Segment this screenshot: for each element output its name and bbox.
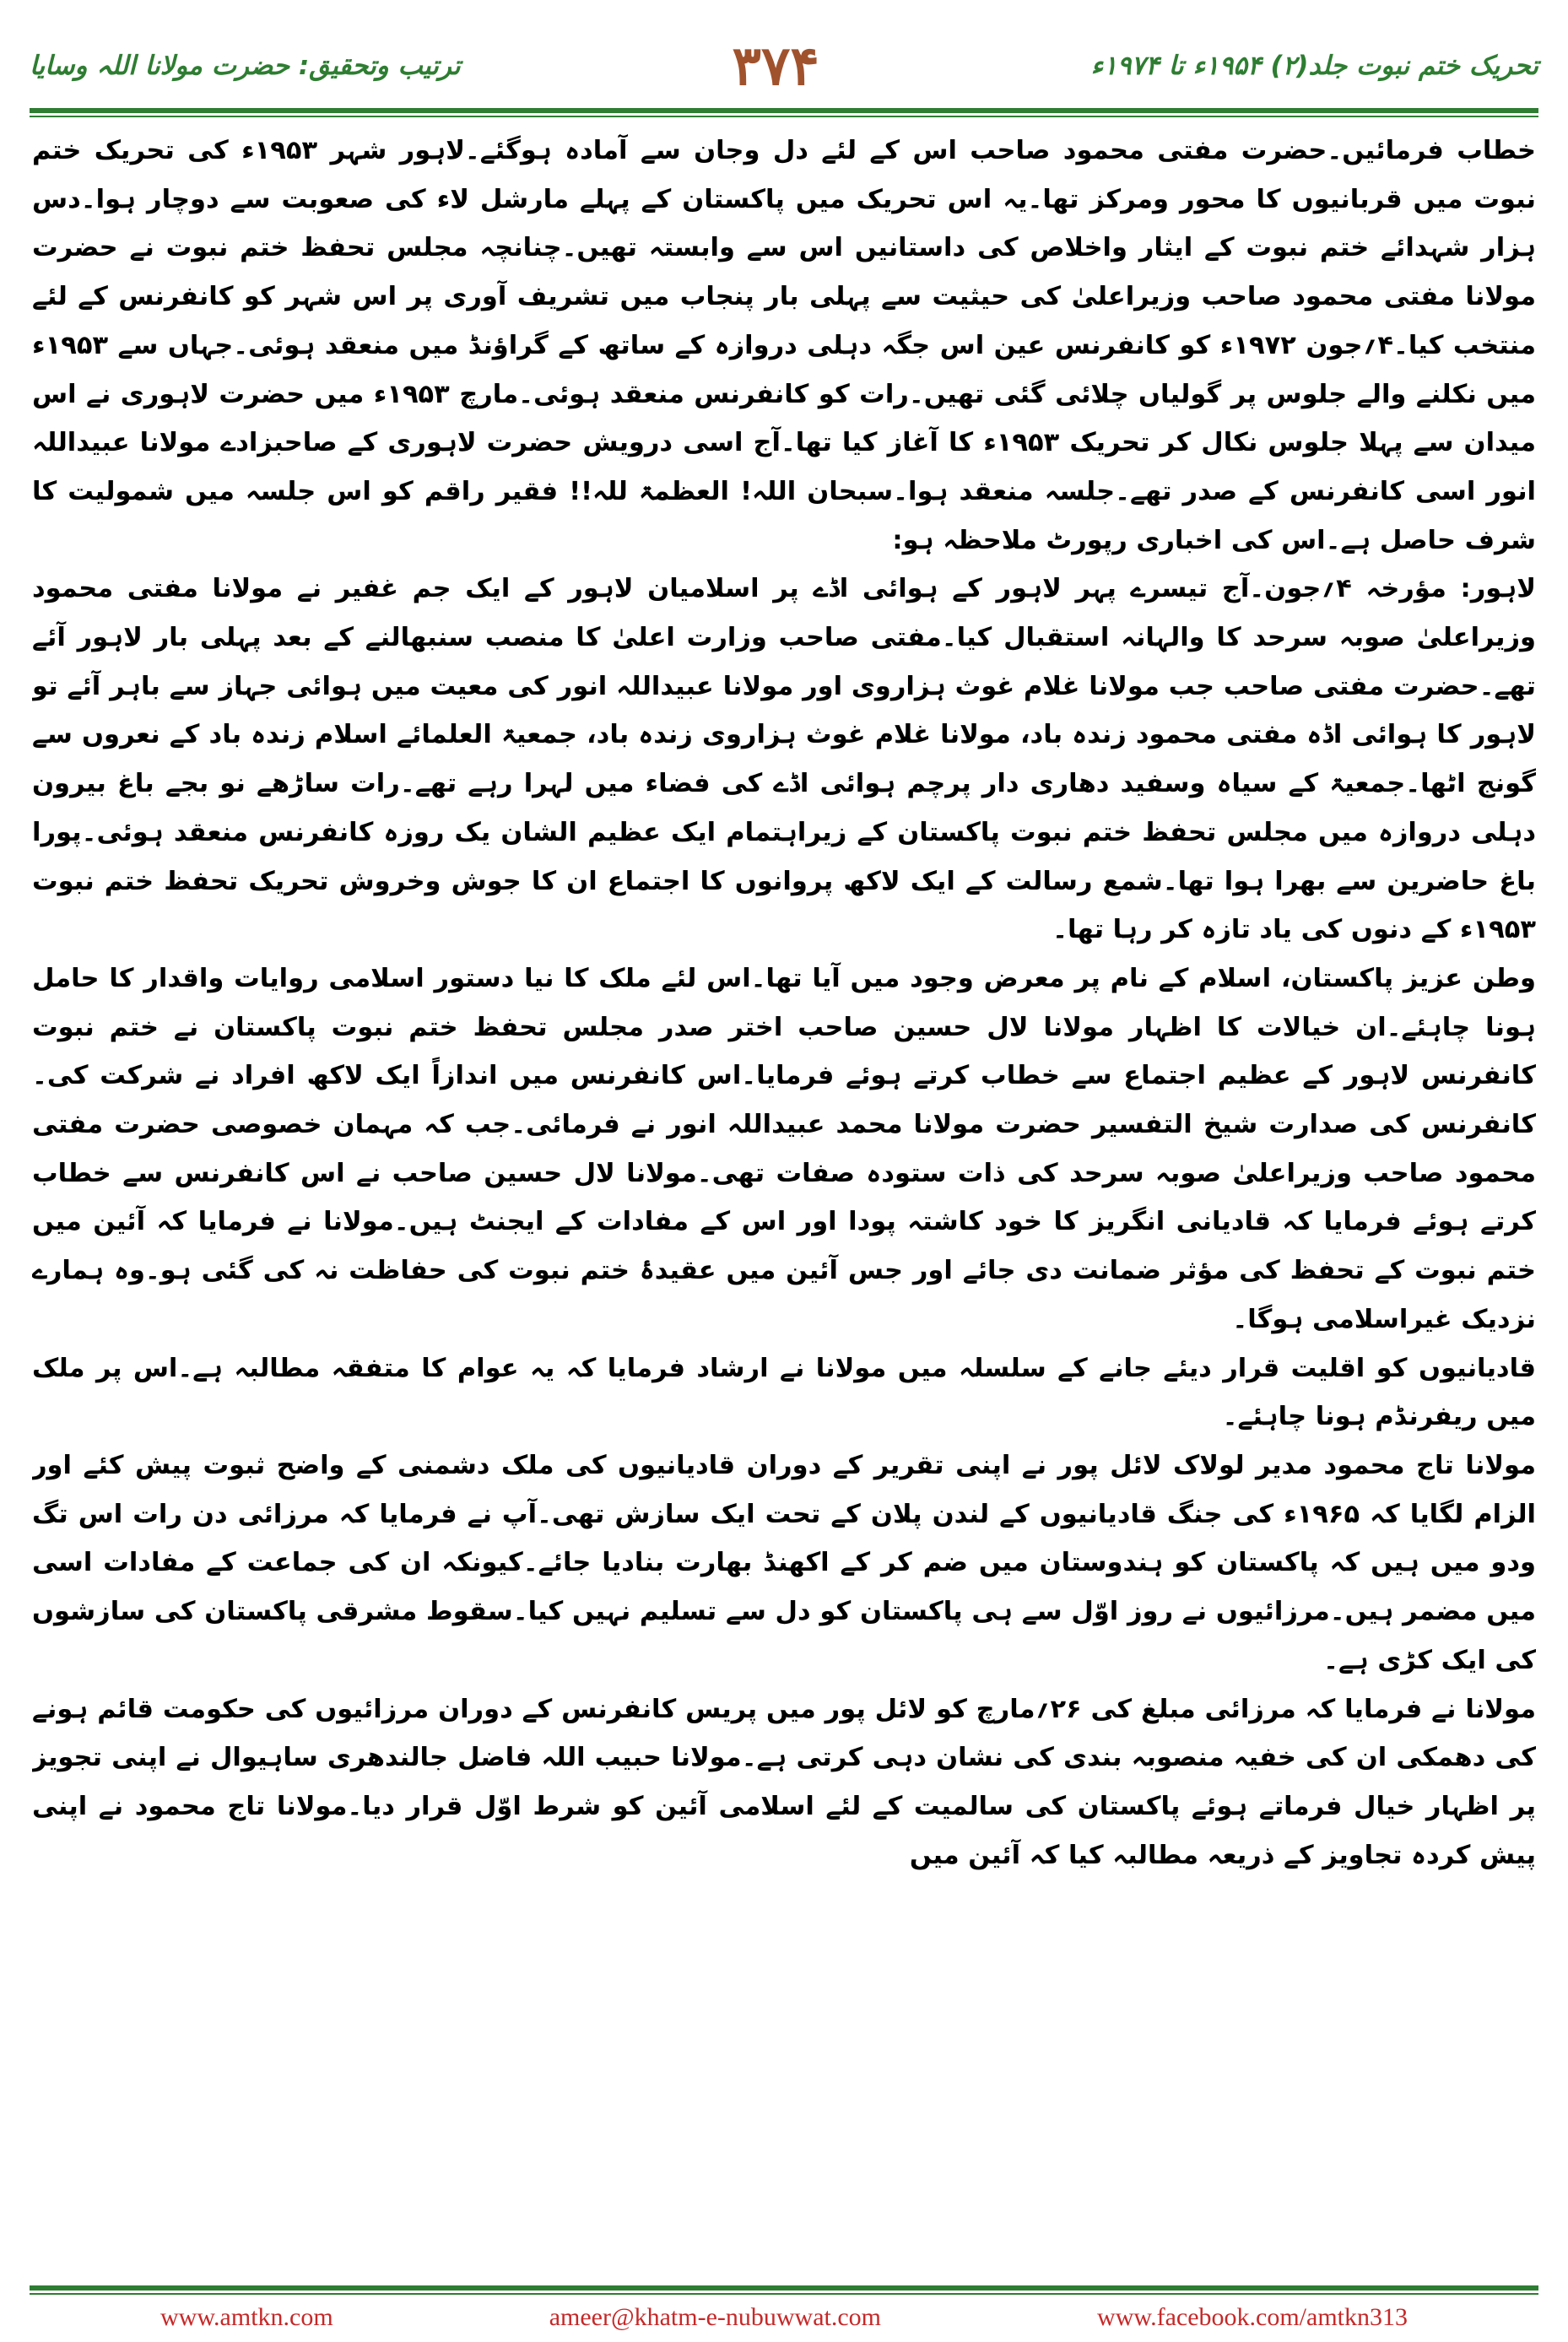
article-body (32, 127, 1536, 2283)
paragraph: مولانا نے فرمایا کہ مرزائی مبلغ کی ۲۶؍مارچ کو لائل پور میں پریس کانفرنس کے دوران مرزائیوں کی حکومت قائم ہونے کی دھمکی ان کی خفیہ منصوبہ بندی کی نشان دہی کرتی ہے۔مولانا حبیب اللہ فاضل جالندھری ساہیوال نے اپنی تجویز پر اظہار خیال فرماتے ہوئے پاکستان کی سالمیت کے لئے اسلامی آئین کو شرط اوّل قرار دیا۔مولانا تاج محمود نے اپنی پیش کردہ تجاویز کے ذریعہ مطالبہ کیا کہ آئین میں (32, 1694, 1536, 1870)
email-link[interactable]: ameer@khatm-e-nubuwwat.com (549, 2303, 882, 2331)
page-number: ۳۷۴ (732, 34, 819, 98)
footer-rule-thin (30, 2293, 1538, 2295)
page-header (30, 24, 1538, 108)
paragraph: مولانا تاج محمود مدیر لولاک لائل پور نے اپنی تقریر کے دوران قادیانیوں کی ملک دشمنی کے واضح ثبوت پیش کئے اور الزام لگایا کہ ۱۹۶۵ء کی جنگ قادیانیوں کے لندن پلان کے تحت ایک سازش تھی۔آپ نے فرمایا کہ مرزائی دن رات اس تگ ودو میں ہیں کہ پاکستان کو ہندوستان میں ضم کر کے اکھنڈ بھارت بنادیا جائے۔کیونکہ ان کی جماعت کے مفادات اسی میں مضمر ہیں۔مرزائیوں نے روز اوّل سے ہی پاکستان کو دل سے تسلیم نہیں کیا۔سقوط مشرقی پاکستان کی سازشوں کی ایک کڑی ہے۔ (32, 1450, 1536, 1675)
paragraph: قادیانیوں کو اقلیت قرار دیئے جانے کے سلسلہ میں مولانا نے ارشاد فرمایا کہ یہ عوام کا متفقہ مطالبہ ہے۔اس پر ملک میں ریفرنڈم ہونا چاہئے۔ (32, 1353, 1536, 1432)
facebook-link[interactable]: www.facebook.com/amtkn313 (1097, 2303, 1408, 2331)
paragraph: لاہور: مؤرخہ ۴؍جون۔آج تیسرے پہر لاہور کے ہوائی اڈے پر اسلامیان لاہور کے ایک جم غفیر نے مولانا مفتی محمود وزیراعلیٰ صوبہ سرحد کا والہانہ استقبال کیا۔مفتی صاحب وزارت اعلیٰ کا منصب سنبھالنے کے بعد پہلی بار لاہور آئے تھے۔حضرت مفتی صاحب جب مولانا غلام غوث ہزاروی اور مولانا عبیداللہ انور کی معیت میں ہوائی جہاز سے باہر آئے تو لاہور کا ہوائی اڈہ مفتی محمود زندہ باد، مولانا غلام غوث ہزاروی زندہ باد، جمعیۃ العلمائے اسلام زندہ باد کے نعروں سے گونج اٹھا۔جمعیۃ کے سیاہ وسفید دھاری دار پرچم ہوائی اڈے کی فضاء میں لہرا رہے تھے۔رات ساڑھے نو بجے باغ بیرون دہلی دروازہ میں مجلس تحفظ ختم نبوت پاکستان کے زیراہتمام ایک عظیم الشان یک روزہ کانفرنس منعقد ہوئی۔پورا باغ حاضرین سے بھرا ہوا تھا۔شمع رسالت کے ایک لاکھ پروانوں کا اجتماع ان کا جوش وخروش تحریک تحفظ ختم نبوت ۱۹۵۳ء کے دنوں کی یاد تازہ کر رہا تھا۔ (32, 574, 1536, 945)
page-footer (0, 2297, 1568, 2338)
footer-rule (30, 2285, 1538, 2291)
header-rule-thin (30, 116, 1538, 117)
compiler-credit: ترتیب وتحقیق: حضرت مولانا اللہ وسایا (30, 51, 461, 81)
header-rule (30, 108, 1538, 113)
paragraph: خطاب فرمائیں۔حضرت مفتی محمود صاحب اس کے لئے دل وجان سے آمادہ ہوگئے۔لاہور شہر ۱۹۵۳ء کی تحریک ختم نبوت میں قربانیوں کا محور ومرکز تھا۔یہ اس تحریک میں پاکستان کے پہلے مارشل لاء کی صعوبت سے دوچار ہوا۔دس ہزار شہدائے ختم نبوت کے ایثار واخلاص کی داستانیں اس سے وابستہ تھیں۔چنانچہ مجلس تحفظ ختم نبوت نے حضرت مولانا مفتی محمود صاحب وزیراعلیٰ کی حیثیت سے پہلی بار پنجاب میں تشریف آوری پر اس شہر کو کانفرنس کے لئے منتخب کیا۔۴؍جون ۱۹۷۲ء کو کانفرنس عین اس جگہ دہلی دروازہ کے ساتھ کے گراؤنڈ میں منعقد ہوئی۔جہاں سے ۱۹۵۳ء میں نکلنے والے جلوس پر گولیاں چلائی گئی تھیں۔رات کو کانفرنس منعقد ہوئی۔مارچ ۱۹۵۳ء میں حضرت لاہوری نے اس میدان سے پہلا جلوس نکال کر تحریک ۱۹۵۳ء کا آغاز کیا تھا۔آج اسی درویش حضرت لاہوری کے صاحبزادے مولانا عبیداللہ انور اسی کانفرنس کے صدر تھے۔جلسہ منعقد ہوا۔سبحان اللہ! العظمۃ للہ!! فقیر راقم کو اس جلسہ میں شمولیت کا شرف حاصل ہے۔اس کی اخباری رپورٹ ملاحظہ ہو: (32, 136, 1536, 555)
paragraph: وطن عزیز پاکستان، اسلام کے نام پر معرض وجود میں آیا تھا۔اس لئے ملک کا نیا دستور اسلامی روایات واقدار کا حامل ہونا چاہئے۔ان خیالات کا اظہار مولانا لال حسین صاحب اختر صدر مجلس تحفظ ختم نبوت پاکستان نے ختم نبوت کانفرنس لاہور کے عظیم اجتماع سے خطاب کرتے ہوئے فرمایا۔اس کانفرنس میں اندازاً ایک لاکھ افراد نے شرکت کی۔کانفرنس کی صدارت شیخ التفسیر حضرت مولانا محمد عبیداللہ انور نے فرمائی۔جب کہ مہمان خصوصی حضرت مفتی محمود صاحب وزیراعلیٰ صوبہ سرحد کی ذات ستودہ صفات تھی۔مولانا لال حسین صاحب نے اس کانفرنس سے خطاب کرتے ہوئے فرمایا کہ قادیانی انگریز کا خود کاشتہ پودا اور اس کے مفادات کے ایجنٹ ہیں۔مولانا نے فرمایا کہ آئین میں ختم نبوت کے تحفظ کی مؤثر ضمانت دی جائے اور جس آئین میں عقیدۂ ختم نبوت کی حفاظت نہ کی گئی ہو۔وہ ہمارے نزدیک غیراسلامی ہوگا۔ (32, 963, 1536, 1334)
website-link[interactable]: www.amtkn.com (160, 2303, 333, 2331)
book-title: تحریک ختم نبوت جلد(۲) ۱۹۵۴ء تا ۱۹۷۴ء (1090, 51, 1538, 81)
